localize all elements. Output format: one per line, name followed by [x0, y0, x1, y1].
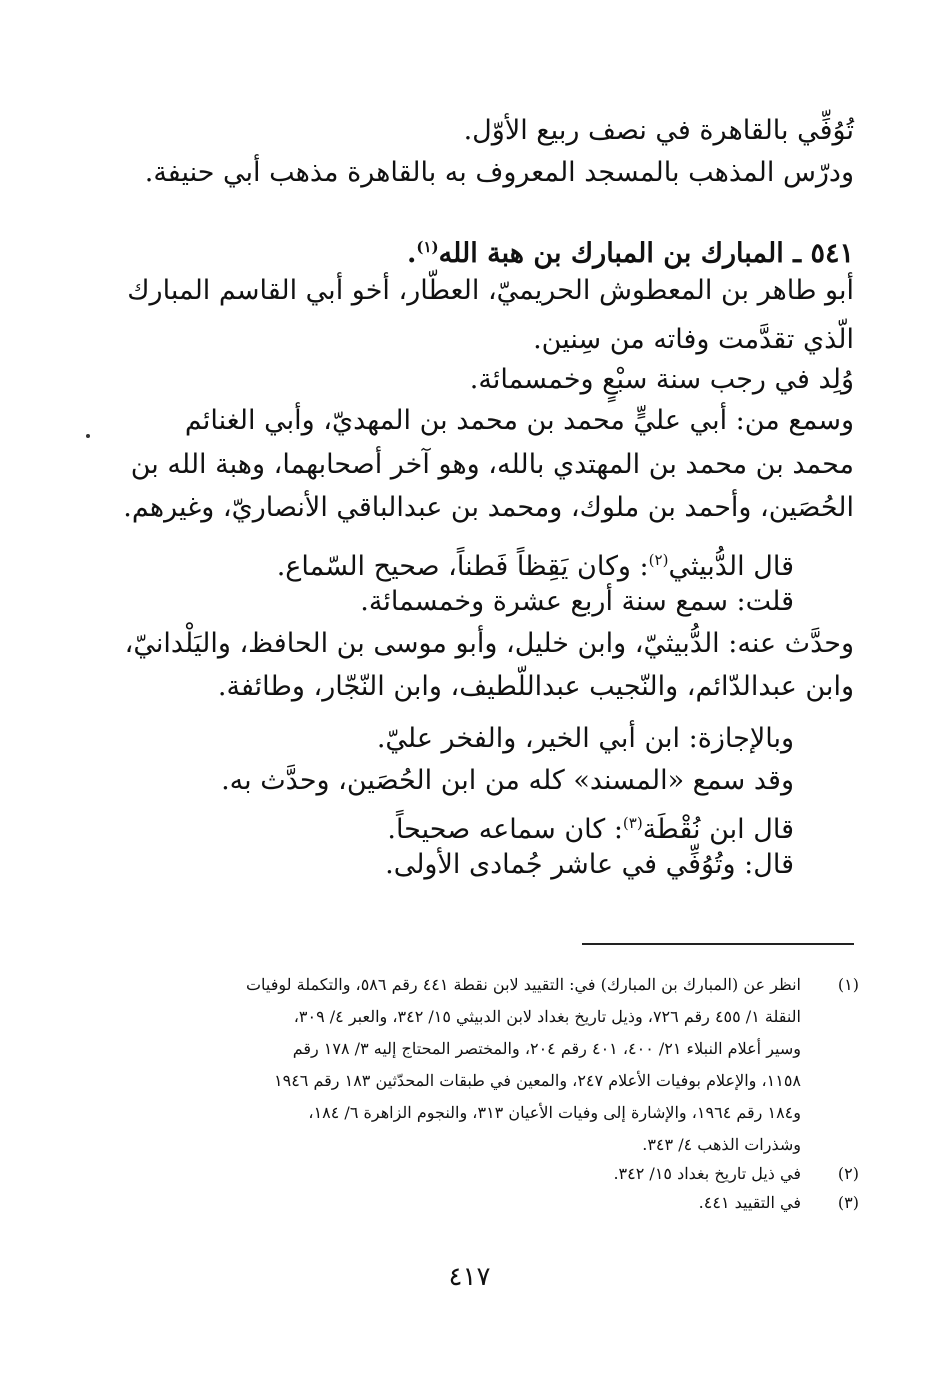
- body-line-11: وابن عبدالدّائم، والنّجيب عبداللّطيف، وابن النّجّار، وطائفة.: [217, 671, 854, 702]
- footnote-ref-3: (٣): [622, 814, 643, 832]
- body-line-1: تُوُفِّي بالقاهرة في نصف ربيع الأوّل.: [463, 115, 854, 146]
- body-line-4: الّذي تقدَّمت وفاته من سِنين.: [533, 324, 854, 355]
- entry-heading-end: .: [406, 238, 417, 269]
- footnote-separator: [582, 943, 854, 945]
- footnote-1-line-2: النقلة ١/ ٤٥٥ رقم ٧٢٦، وذيل تاريخ بغداد لابن الدبيثي ١٥/ ٣٤٢، والعبر ٤/ ٣٠٩،: [293, 1007, 801, 1026]
- quote-ibn-nuqta: [387, 806, 794, 847]
- body-line-2: ودرّس المذهب بالمسجد المعروف به بالقاهرة مذهب أبي حنيفة.: [144, 157, 854, 188]
- quote-ibn-nuqta-text: : كان سماعه صحيحاً.: [387, 814, 623, 845]
- quote-ibn-nuqta-name: قال ابن نُقْطَة: [642, 814, 794, 845]
- body-line-13: وقد سمع «المسند» كله من ابن الحُصَين، وحدَّث به.: [221, 765, 794, 796]
- quote-dubaythi-text: : وكان يَقِظاً فَطناً، صحيح السّماع.: [276, 551, 649, 582]
- entry-heading-text: ٥٤١ ـ المبارك بن المبارك بن هبة الله: [438, 238, 854, 269]
- page-number: ٤١٧: [448, 1262, 491, 1292]
- footnote-3-number: (٣): [837, 1193, 859, 1212]
- footnote-1-number: (١): [837, 975, 859, 994]
- footnote-ref-1: (١): [416, 238, 439, 256]
- footnote-1-line-5: و١٨٤ رقم ١٩٦٤، والإشارة إلى وفيات الأعيان ٣١٣، والنجوم الزاهرة ٦/ ١٨٤،: [308, 1103, 801, 1122]
- body-line-7: محمد بن محمد بن المهتدي بالله، وهو آخر أصحابهما، وهبة الله بن: [130, 449, 854, 480]
- body-line-8: الحُصَين، وأحمد بن ملوك، ومحمد بن عبدالباقي الأنصاريّ، وغيرهم.: [123, 492, 854, 523]
- quote-dubaythi-name: قال الدُّبيثي: [668, 551, 794, 582]
- stray-mark: [86, 434, 90, 438]
- footnote-ref-2: (٢): [648, 551, 669, 569]
- footnote-1-line-1: انظر عن (المبارك بن المبارك) في: التقييد لابن نقطة ٤٤١ رقم ٥٨٦، والتكملة لوفيات: [245, 975, 801, 994]
- entry-heading: [407, 230, 854, 271]
- footnote-2-text: في ذيل تاريخ بغداد ١٥/ ٣٤٢.: [613, 1164, 801, 1183]
- body-line-10: وحدَّث عنه: الدُّبيثيّ، وابن خليل، وأبو موسى بن الحافظ، واليَلْدانيّ،: [124, 628, 854, 659]
- body-line-3: أبو طاهر بن المعطوش الحريميّ، العطّار، أخو أبي القاسم المبارك: [127, 275, 854, 306]
- body-line-14: قال: وتُوُفِّي في عاشر جُمادى الأولى.: [385, 849, 794, 880]
- body-line-6: وسمع من: أبي عليٍّ محمد بن محمد بن المهديّ، وأبي الغنائم: [184, 405, 854, 436]
- footnote-1-line-3: وسير أعلام النبلاء ٢١/ ٤٠٠، ٤٠١ رقم ٢٠٤، والمختصر المحتاج إليه ٣/ ١٧٨ رقم: [292, 1039, 801, 1058]
- footnote-3-text: في التقييد ٤٤١.: [698, 1193, 801, 1212]
- footnote-1-line-4: ١١٥٨، والإعلام بوفيات الأعلام ٢٤٧، والمعين في طبقات المحدّثين ١٨٣ رقم ١٩٤٦: [274, 1071, 801, 1090]
- quote-dubaythi: [277, 543, 794, 584]
- body-line-12: وبالإجازة: ابن أبي الخير، والفخر عليّ.: [376, 723, 794, 754]
- body-line-9: قلت: سمع سنة أربع عشرة وخمسمائة.: [360, 586, 794, 617]
- footnote-2-number: (٢): [837, 1164, 859, 1183]
- footnote-1-line-6: وشذرات الذهب ٤/ ٣٤٣.: [642, 1135, 801, 1154]
- body-line-5: وُلِد في رجب سنة سبْعٍ وخمسمائة.: [469, 364, 854, 395]
